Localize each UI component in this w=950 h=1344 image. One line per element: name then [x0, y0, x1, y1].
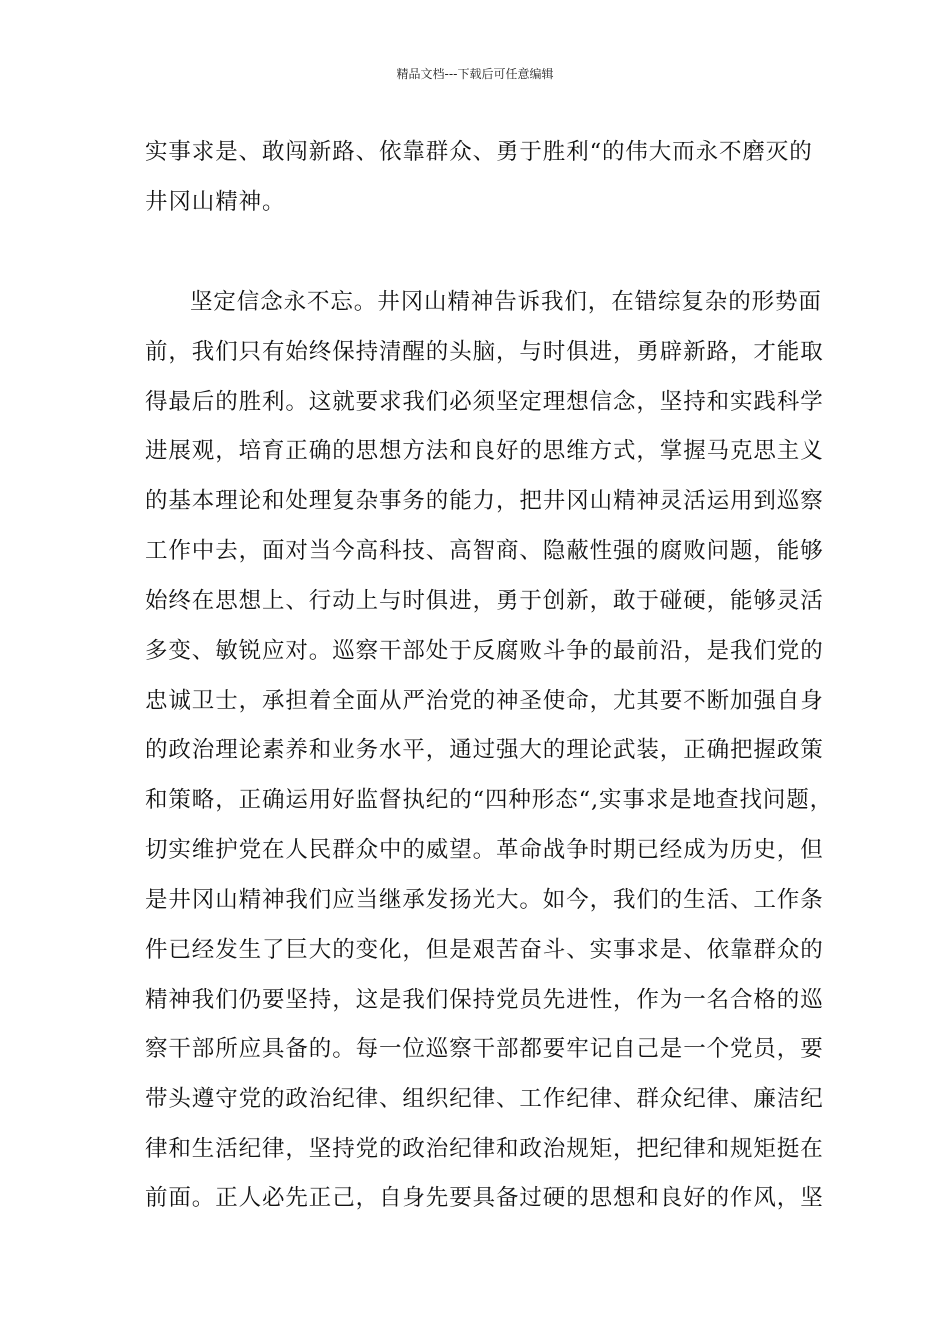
text-line: 始终在思想上、行动上与时俱进，勇于创新，敢于碰硬，能够灵活: [145, 588, 824, 614]
text-line: 的政治理论素养和业务水平，通过强大的理论武装，正确把握政策: [145, 737, 824, 763]
text-line: 的基本理论和处理复杂事务的能力，把井冈山精神灵活运用到巡察: [145, 488, 824, 514]
text-line: 坚定信念永不忘。井冈山精神告诉我们，在错综复杂的形势面: [190, 289, 822, 315]
text-line: 进展观，培育正确的思想方法和良好的思维方式，掌握马克思主义: [145, 438, 824, 464]
text-line: 实事求是、敢闯新路、依靠群众、勇于胜利“的伟大而永不磨灭的: [145, 139, 813, 165]
page-header: 精品文档---下载后可任意编辑: [396, 67, 554, 81]
text-line: 件已经发生了巨大的变化，但是艰苦奋斗、实事求是、依靠群众的: [145, 937, 824, 963]
text-line: 精神我们仍要坚持，这是我们保持党员先进性，作为一名合格的巡: [145, 987, 824, 1013]
text-line: 和策略，正确运用好监督执纪的“四种形态“,实事求是地查找问题，: [145, 787, 834, 813]
text-line: 察干部所应具备的。每一位巡察干部都要牢记自己是一个党员，要: [145, 1036, 824, 1062]
text-line: 前面。正人必先正己，自身先要具备过硬的思想和良好的作风，坚: [145, 1185, 824, 1211]
text-line: 得最后的胜利。这就要求我们必须坚定理想信念，坚持和实践科学: [145, 389, 824, 415]
text-line: 前，我们只有始终保持清醒的头脑，与时俱进，勇辟新路，才能取: [145, 339, 824, 365]
text-line: 切实维护党在人民群众中的威望。革命战争时期已经成为历史，但: [145, 837, 824, 863]
text-line: 是井冈山精神我们应当继承发扬光大。如今，我们的生活、工作条: [145, 887, 824, 913]
text-line: 忠诚卫士，承担着全面从严治党的神圣使命，尤其要不断加强自身: [145, 688, 824, 714]
text-line: 律和生活纪律，坚持党的政治纪律和政治规矩，把纪律和规矩挺在: [145, 1136, 824, 1162]
text-line: 井冈山精神。: [145, 189, 286, 215]
text-line: 多变、敏锐应对。巡察干部处于反腐败斗争的最前沿，是我们党的: [145, 638, 824, 664]
text-line: 带头遵守党的政治纪律、组织纪律、工作纪律、群众纪律、廉洁纪: [145, 1086, 824, 1112]
text-line: 工作中去，面对当今高科技、高智商、隐蔽性强的腐败问题，能够: [145, 538, 824, 564]
